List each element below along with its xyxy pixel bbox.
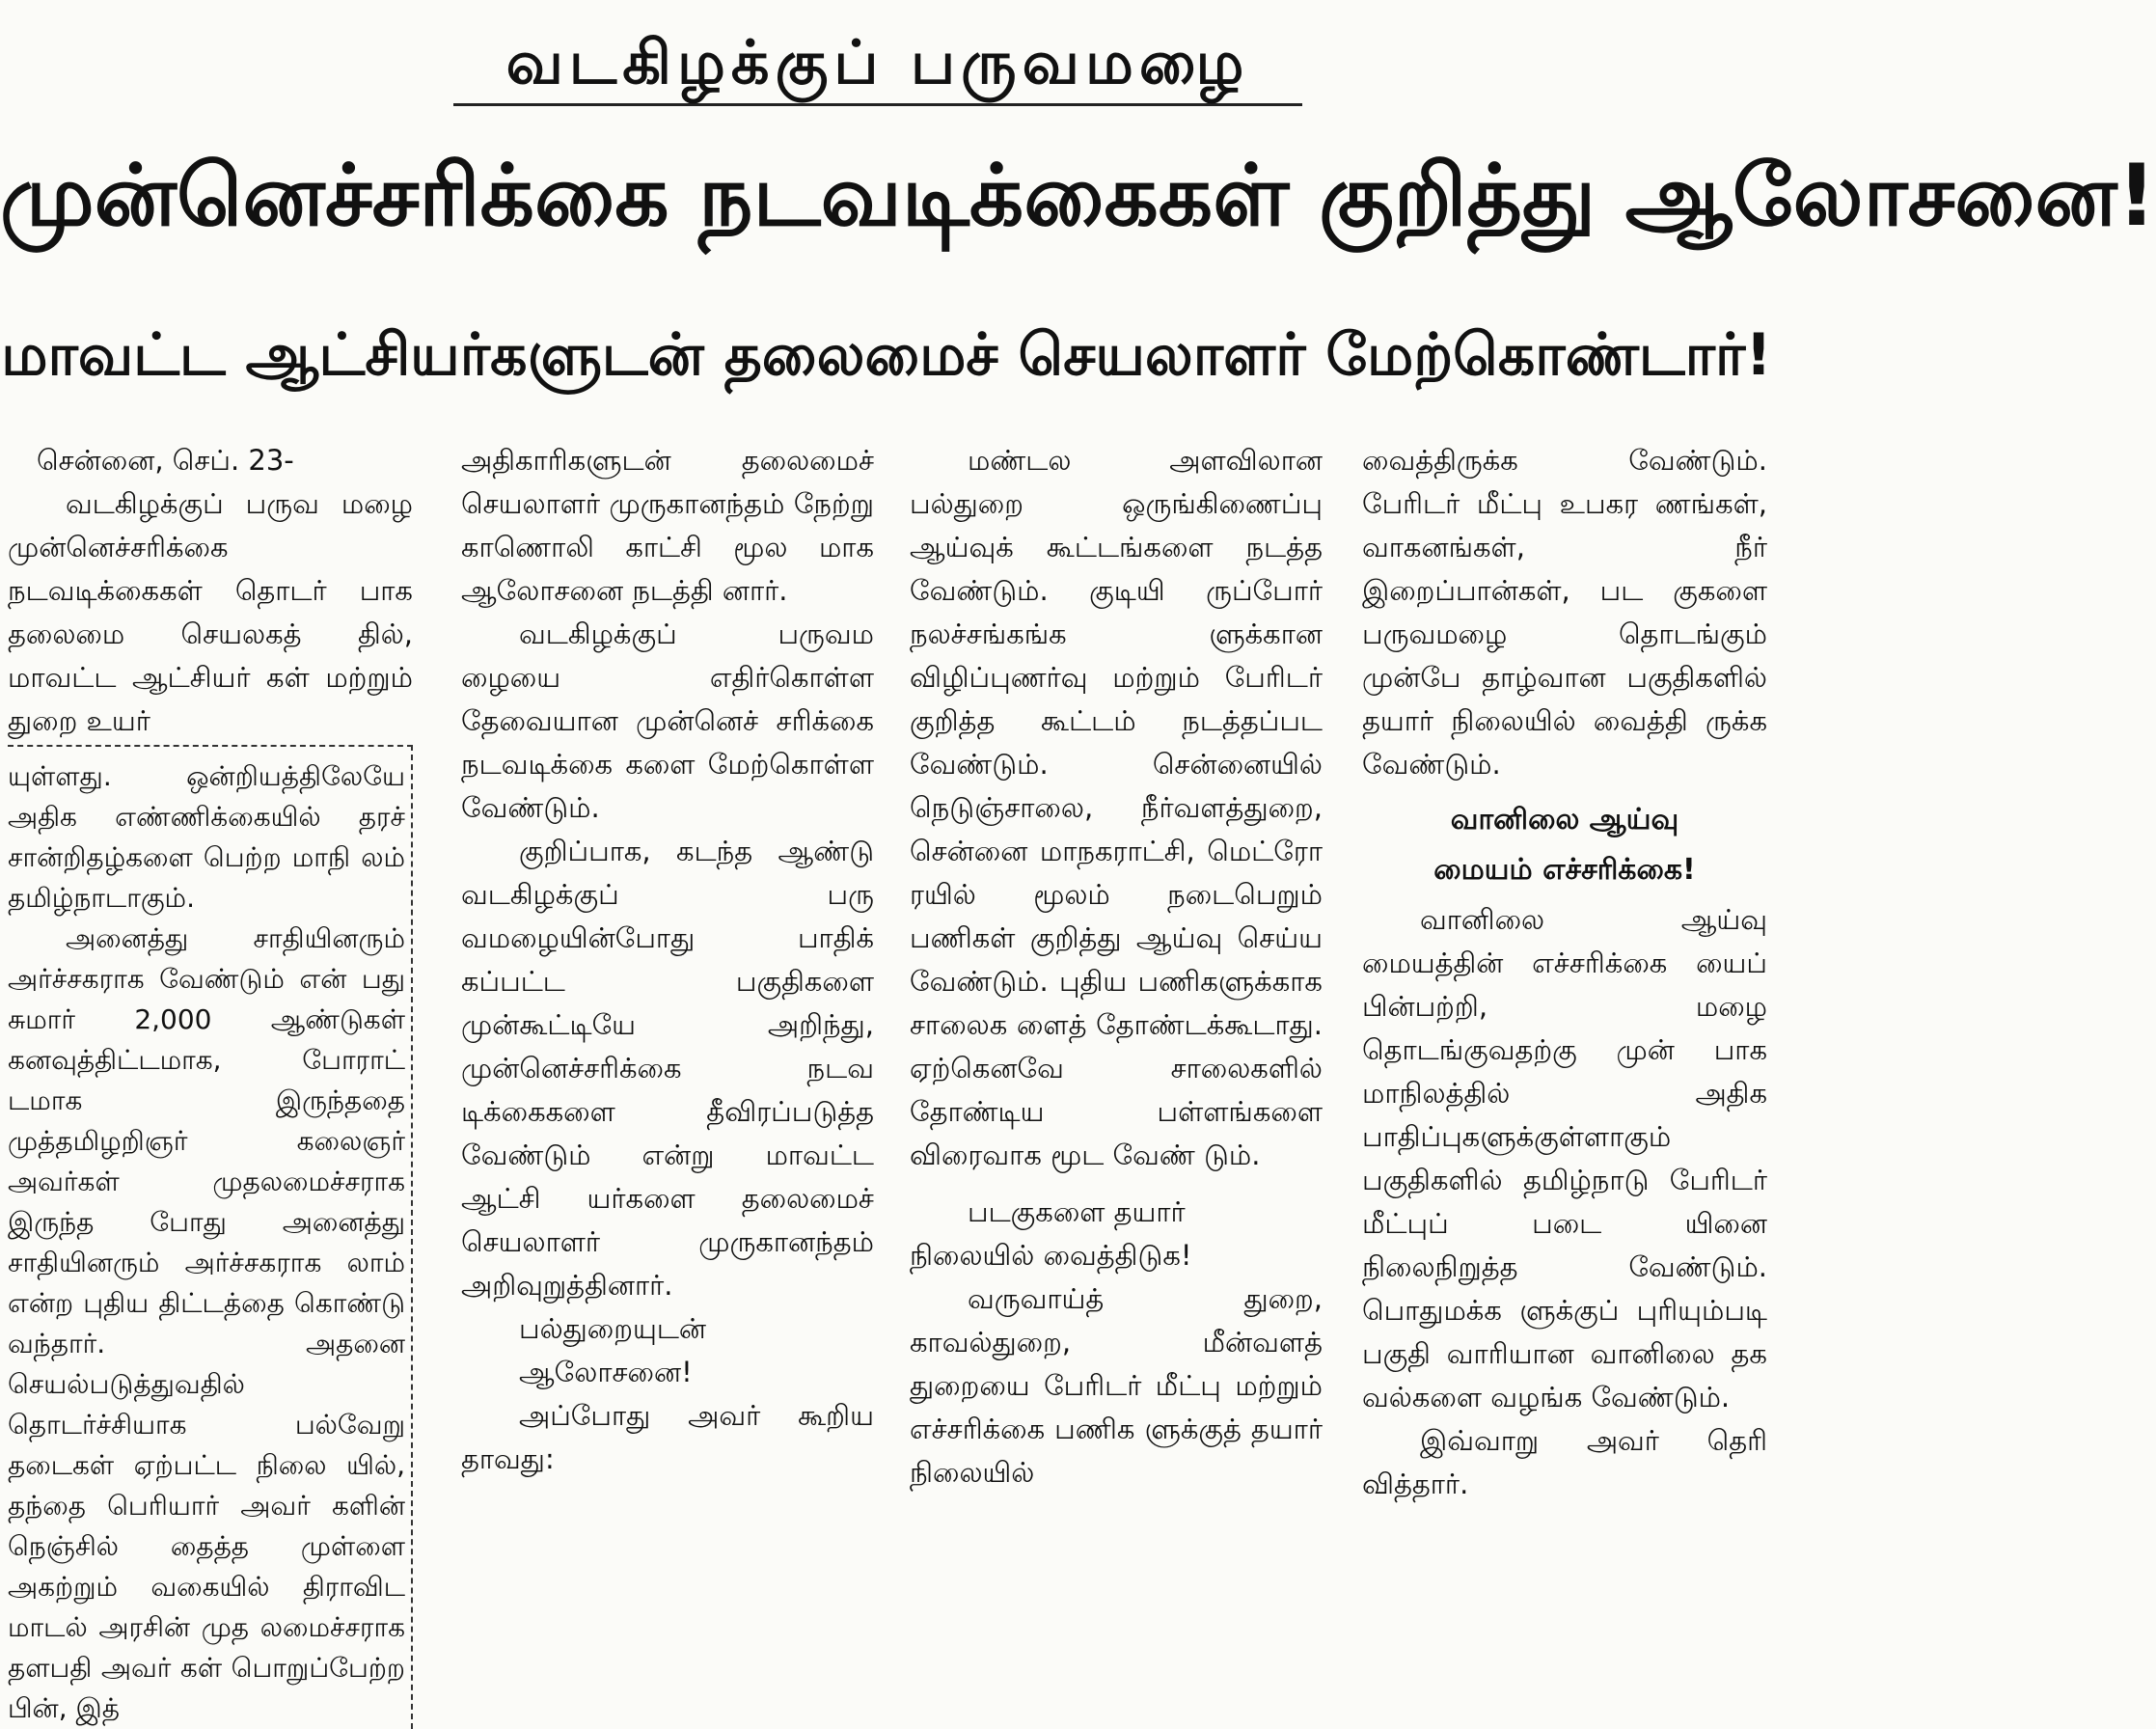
paragraph: அதிகாரிகளுடன் தலைமைச் செயலாளர் முருகானந்தம் நேற்று காணொலி காட்சி மூல மாக ஆலோசனை நடத்தி னார். (461, 444, 874, 607)
paragraph: குறிப்பாக, கடந்த ஆண்டு வடகிழக்குப் பரு வமழையின்போது பாதிக் கப்பட்ட பகுதிகளை முன்கூட்டியே அறிந்து, முன்னெச்சரிக்கை நடவ டிக்கைகளை தீவிரப்படுத்த வேண்டும் என்று மாவட்ட ஆட்சி யர்களை தலைமைச் செயலாளர் முருகானந்தம் அறிவுறுத்தினார். (461, 835, 874, 1302)
column-4 (1362, 439, 1767, 1673)
paragraph: யுள்ளது. ஒன்றியத்திலேயே அதிக எண்ணிக்கையில் தரச் சான்றிதழ்களை பெற்ற மாநி லம் தமிழ்நாடாகும். (8, 760, 405, 914)
dateline: சென்னை, செப். 23- (37, 444, 294, 477)
paragraph: வடகிழக்குப் பருவம ழையை எதிர்கொள்ள தேவையான முன்னெச் சரிக்கை நடவடிக்கை களை மேற்கொள்ள வேண்டும். (461, 618, 874, 824)
boxed-article (8, 745, 413, 1729)
paragraph: அனைத்து சாதியினரும் அர்ச்சகராக வேண்டும் என் பது சுமார் 2,000 ஆண்டுகள் கனவுத்திட்டமாக, போராட் டமாக இருந்ததை முத்தமிழறிஞர் கலைஞர் அவர்கள் முதலமைச்சராக இருந்த போது அனைத்து சாதியினரும் அர்ச்சகராக லாம் என்ற புதிய திட்டத்தை கொண்டு வந்தார். அதனை செயல்படுத்துவதில் தொடர்ச்சியாக பல்வேறு தடைகள் ஏற்பட்ட நிலை யில், தந்தை பெரியார் அவர் களின் நெஞ்சில் தைத்த முள்ளை அகற்றும் வகையில் திராவிட மாடல் அரசின் முத லமைச்சராக தளபதி அவர் கள் பொறுப்பேற்ற பின், இத் (8, 922, 405, 1724)
section-subtitle: பல்துறையுடன் (519, 1312, 707, 1345)
paragraph: அப்போது அவர் கூறிய தாவது: (461, 1399, 874, 1475)
section-subtitle: வானிலை ஆய்வு (1450, 803, 1679, 837)
section-subtitle: நிலையில் வைத்திடுக! (910, 1239, 1192, 1272)
column-1 (8, 439, 413, 1724)
paragraph: வருவாய்த் துறை, காவல்துறை, மீன்வளத் துறையை பேரிடர் மீட்பு மற்றும் எச்சரிக்கை பணிக ளுக்குத் தயார் நிலையில் (910, 1282, 1323, 1489)
subheadline: மாவட்ட ஆட்சியர்களுடன் தலைமைச் செயலாளர் மேற்கொண்டார்! (1, 321, 1772, 389)
paragraph: வைத்திருக்க வேண்டும். பேரிடர் மீட்பு உபகர ணங்கள், வாகனங்கள், நீர் இறைப்பான்கள், பட குகளை பருவமழை தொடங்கும் முன்பே தாழ்வான பகுதிகளில் தயார் நிலையில் வைத்தி ருக்க வேண்டும். (1362, 444, 1767, 781)
headline: முன்னெச்சரிக்கை நடவடிக்கைகள் குறித்து ஆலோசனை! (0, 146, 2156, 245)
section-subtitle: படகுகளை தயார் (968, 1195, 1186, 1228)
paragraph: மண்டல அளவிலான பல்துறை ஒருங்கிணைப்பு ஆய்வுக் கூட்டங்களை நடத்த வேண்டும். குடியி ருப்போர் நலச்சங்கங்க ளுக்கான விழிப்புணர்வு மற்றும் பேரிடர் குறித்த கூட்டம் நடத்தப்பட வேண்டும். சென்னையில் நெடுஞ்சாலை, நீர்வளத்துறை, சென்னை மாநகராட்சி, மெட்ரோ ரயில் மூலம் நடைபெறும் பணிகள் குறித்து ஆய்வு செய்ய வேண்டும். புதிய பணிகளுக்காக சாலைக ளைத் தோண்டக்கூடாது. ஏற்கெனவே சாலைகளில் தோண்டிய பள்ளங்களை விரைவாக மூட வேண் டும். (910, 444, 1323, 1171)
kicker-title: வடகிழக்குப் பருவமழை (453, 24, 1302, 106)
section-subtitle: மையம் எச்சரிக்கை! (1433, 853, 1696, 887)
column-3 (910, 439, 1323, 1673)
paragraph: வானிலை ஆய்வு மையத்தின் எச்சரிக்கை யைப் பின்பற்றி, மழை தொடங்குவதற்கு முன் பாக மாநிலத்தில் அதிக பாதிப்புகளுக்குள்ளாகும் பகுதிகளில் தமிழ்நாடு பேரிடர் மீட்புப் படை யினை நிலைநிறுத்த வேண்டும். பொதுமக்க ளுக்குப் புரியும்படி பகுதி வாரியான வானிலை தக வல்களை வழங்க வேண்டும். (1362, 903, 1767, 1413)
paragraph: இவ்வாறு அவர் தெரி வித்தார். (1362, 1424, 1767, 1500)
paragraph: வடகிழக்குப் பருவ மழை முன்னெச்சரிக்கை நடவடிக்கைகள் தொடர் பாக தலைமை செயலகத் தில், மாவட்ட ஆட்சியர் கள் மற்றும் துறை உயர் (8, 487, 413, 737)
column-2 (461, 439, 874, 1673)
section-subtitle: ஆலோசனை! (519, 1356, 693, 1388)
